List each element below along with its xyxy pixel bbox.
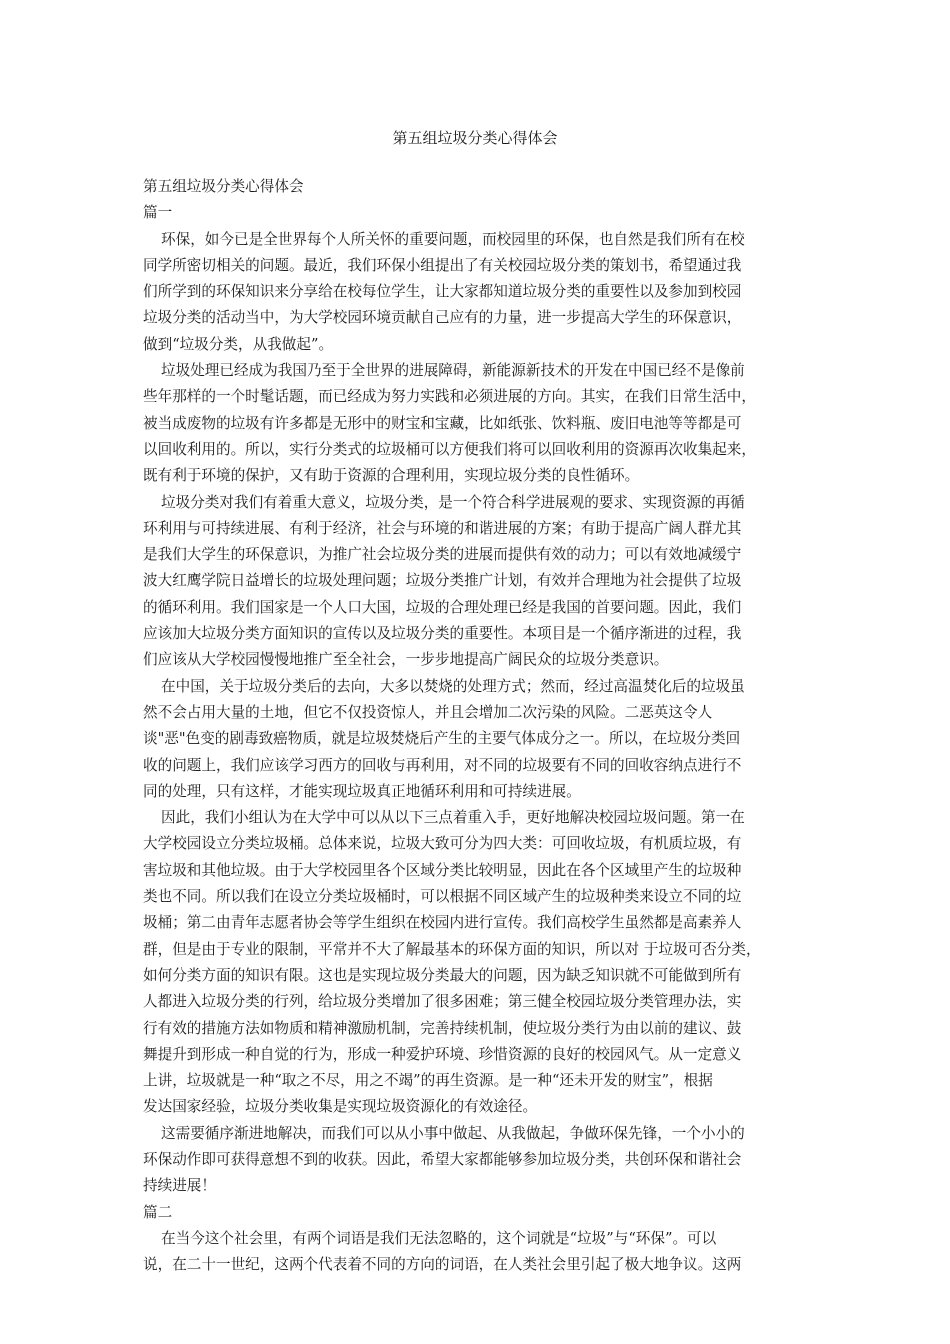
text-line: 环保，如今已是全世界每个人所关怀的重要问题，而校园里的环保，也自然是我们所有在校 <box>161 230 745 248</box>
text-line: 被当成废物的垃圾有许多都是无形中的财宝和宝藏，比如纸张、饮料瓶、废旧电池等等都是可 <box>143 414 742 432</box>
text-line: 环保动作即可获得意想不到的收获。因此，希望大家都能够参加垃圾分类，共创环保和谐社会 <box>143 1150 742 1168</box>
text-line: 们应该从大学校园慢慢地推广至全社会，一步步地提高广阔民众的垃圾分类意识。 <box>143 651 669 669</box>
text-line: 发达国家经验，垃圾分类收集是实现垃圾资源化的有效途径。 <box>143 1098 538 1116</box>
text-line: 行有效的措施方法如物质和精神激励机制，完善持续机制，使垃圾分类行为由以前的建议、鼓 <box>143 1019 742 1037</box>
text-line: 这需要循序渐进地解决，而我们可以从小事中做起、从我做起，争做环保先锋，一个小小的 <box>161 1124 745 1142</box>
text-line: 人都进入垃圾分类的行列，给垃圾分类增加了很多困难；第三健全校园垃圾分类管理办法，实 <box>143 993 742 1011</box>
text-line: 谈"恶"色变的剧毒致癌物质，就是垃圾焚烧后产生的主要气体成分之一。所以，在垃圾分类回 <box>143 730 741 748</box>
text-line: 垃圾处理已经成为我国乃至于全世界的进展障碍，新能源新技术的开发在中国已经不是像前 <box>161 362 745 380</box>
document-body <box>143 174 815 1278</box>
text-line: 应该加大垃圾分类方面知识的宣传以及垃圾分类的重要性。本项目是一个循序渐进的过程，我 <box>143 625 742 643</box>
text-line: 们所学到的环保知识来分享给在校每位学生，让大家都知道垃圾分类的重要性以及参加到校园 <box>143 283 742 301</box>
text-line: 篇二 <box>143 1203 173 1221</box>
text-line: 群，但是由于专业的限制，平常并不大了解最基本的环保方面的知识，所以对 于垃圾可否分类， <box>143 940 761 958</box>
text-line: 同学所密切相关的问题。最近，我们环保小组提出了有关校园垃圾分类的策划书，希望通过我 <box>143 256 742 274</box>
text-line: 波大红鹰学院日益增长的垃圾处理问题；垃圾分类推广计划，有效并合理地为社会提供了垃圾 <box>143 572 742 590</box>
text-line: 在当今这个社会里，有两个词语是我们无法忽略的，这个词就是“垃圾”与“环保”。可以 <box>161 1229 717 1247</box>
text-line: 大学校园设立分类垃圾桶。总体来说，垃圾大致可分为四大类：可回收垃圾，有机质垃圾，有 <box>143 835 742 853</box>
text-line: 第五组垃圾分类心得体会 <box>143 178 304 195</box>
text-line: 类也不同。所以我们在设立分类垃圾桶时，可以根据不同区域产生的垃圾种类来设立不同的垃 <box>143 888 742 906</box>
text-line: 如何分类方面的知识有限。这也是实现垃圾分类最大的问题，因为缺乏知识就不可能做到所有 <box>143 966 742 984</box>
text-line: 同的处理，只有这样，才能实现垃圾真正地循环利用和可持续进展。 <box>143 782 581 800</box>
text-line: 以回收利用的。所以，实行分类式的垃圾桶可以方便我们将可以回收利用的资源再次收集起来， <box>143 440 756 458</box>
text-line: 是我们大学生的环保意识，为推广社会垃圾分类的进展而提供有效的动力；可以有效地减缓宁 <box>143 546 742 564</box>
text-line: 在中国，关于垃圾分类后的去向，大多以焚烧的处理方式；然而，经过高温焚化后的垃圾虽 <box>161 677 745 695</box>
text-line: 垃圾分类对我们有着重大意义，垃圾分类，是一个符合科学进展观的要求、实现资源的再循 <box>161 493 745 511</box>
text-line: 因此，我们小组认为在大学中可以从以下三点着重入手，更好地解决校园垃圾问题。第一在 <box>161 809 745 827</box>
text-line: 说，在二十一世纪，这两个代表着不同的方向的词语，在人类社会里引起了极大地争议。这两 <box>143 1256 742 1274</box>
text-line: 篇一 <box>143 204 173 222</box>
text-line: 圾桶；第二由青年志愿者协会等学生组织在校园内进行宣传。我们高校学生虽然都是高素养人 <box>143 914 742 932</box>
text-line: 收的问题上，我们应该学习西方的回收与再利用，对不同的垃圾要有不同的回收容纳点进行不 <box>143 756 742 774</box>
document-title: 第五组垃圾分类心得体会 <box>392 129 558 147</box>
text-line: 做到“垃圾分类，从我做起”。 <box>143 335 334 353</box>
text-line: 害垃圾和其他垃圾。由于大学校园里各个区域分类比较明显，因此在各个区域里产生的垃圾种 <box>143 861 742 879</box>
text-line: 环利用与可持续进展、有利于经济，社会与环境的和谐进展的方案；有助于提高广阔人群尤其 <box>143 519 742 537</box>
text-line: 上讲，垃圾就是一种“取之不尽，用之不竭”的再生资源。是一种“还未开发的财宝”，根据 <box>143 1072 713 1090</box>
text-line: 的循环利用。我们国家是一个人口大国，垃圾的合理处理已经是我国的首要问题。因此，我们 <box>143 598 742 616</box>
text-line: 垃圾分类的活动当中，为大学校园环境贡献自己应有的力量，进一步提高大学生的环保意识， <box>143 309 742 327</box>
text-line: 持续进展！ <box>143 1177 216 1195</box>
text-line: 既有利于环境的保护，又有助于资源的合理利用，实现垃圾分类的良性循环。 <box>143 467 640 485</box>
text-line: 舞提升到形成一种自觉的行为，形成一种爱护环境、珍惜资源的良好的校园风气。从一定意义 <box>143 1045 742 1063</box>
text-line: 然不会占用大量的土地，但它不仅投资惊人，并且会增加二次污染的风险。二恶英这令人 <box>143 703 713 721</box>
text-line: 些年那样的一个时髦话题，而已经成为努力实践和必须进展的方向。其实，在我们日常生活中， <box>143 388 756 406</box>
